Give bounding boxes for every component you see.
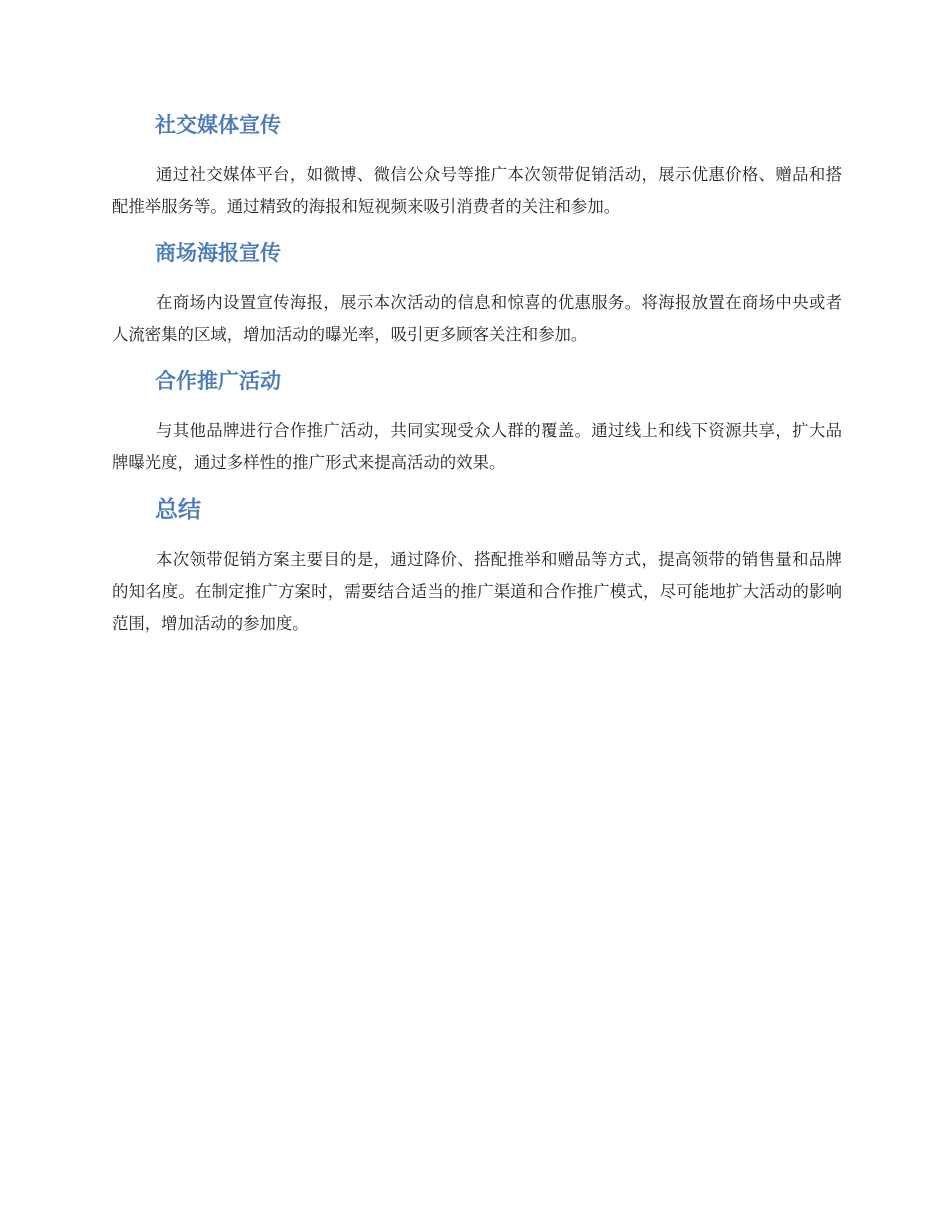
section-heading: 总结 bbox=[155, 497, 201, 523]
section-social-media bbox=[112, 110, 842, 223]
section-heading: 商场海报宣传 bbox=[155, 241, 281, 265]
section-mall-poster bbox=[112, 238, 842, 351]
section-summary bbox=[112, 495, 842, 640]
section-paragraph: 本次领带促销方案主要目的是，通过降价、搭配推举和赠品等方式，提高领带的销售量和品牌的知名度。在制定推广方案时，需要结合适当的推广渠道和合作推广模式，尽可能地扩大活动的影响范围，增加活动的参加度。 bbox=[112, 550, 842, 633]
section-heading: 合作推广活动 bbox=[155, 369, 281, 393]
section-paragraph: 在商场内设置宣传海报，展示本次活动的信息和惊喜的优惠服务。将海报放置在商场中央或者人流密集的区域，增加活动的曝光率，吸引更多顾客关注和参加。 bbox=[112, 293, 842, 344]
section-paragraph: 通过社交媒体平台，如微博、微信公众号等推广本次领带促销活动，展示优惠价格、赠品和搭配推举服务等。通过精致的海报和短视频来吸引消费者的关注和参加。 bbox=[112, 165, 842, 216]
section-paragraph: 与其他品牌进行合作推广活动，共同实现受众人群的覆盖。通过线上和线下资源共享，扩大品牌曝光度，通过多样性的推广形式来提高活动的效果。 bbox=[112, 421, 842, 472]
section-cooperation bbox=[112, 366, 842, 479]
section-heading: 社交媒体宣传 bbox=[155, 113, 281, 137]
